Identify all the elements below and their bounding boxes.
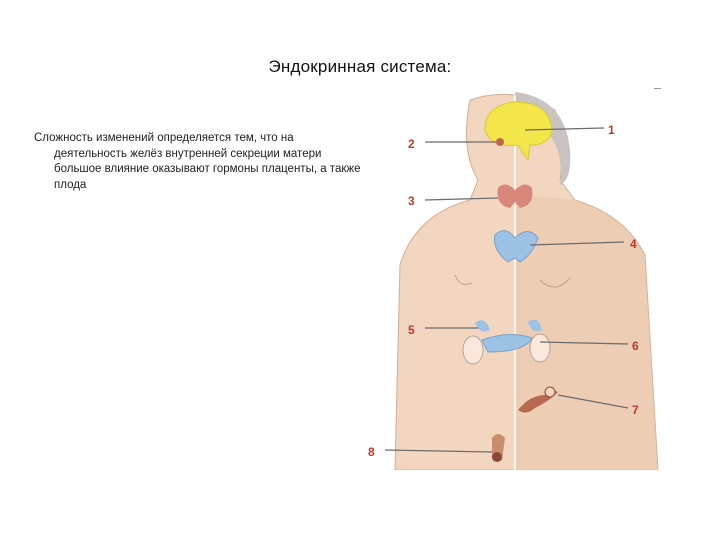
label-4: 4 <box>630 237 637 251</box>
kidney-left-icon <box>463 336 483 364</box>
endocrine-figure <box>360 90 660 470</box>
corner-mark <box>654 88 661 89</box>
label-3: 3 <box>408 194 415 208</box>
body-paragraph: Сложность изменений определяется тем, что на деятельность желёз внутренней секреции матери большое влияние оказывают гормоны плаценты, а также плода <box>34 132 361 191</box>
label-6: 6 <box>632 339 639 353</box>
label-8: 8 <box>368 445 375 459</box>
label-7: 7 <box>632 403 639 417</box>
testis-gland-icon <box>492 452 502 462</box>
label-5: 5 <box>408 323 415 337</box>
body-text <box>34 131 364 193</box>
kidney-right-icon <box>530 334 550 362</box>
label-1: 1 <box>608 123 615 137</box>
label-2: 2 <box>408 137 415 151</box>
slide-title: Эндокринная система: <box>268 57 452 76</box>
pituitary-icon <box>496 138 504 146</box>
endocrine-diagram-svg <box>360 90 660 470</box>
ovary-ring-icon <box>545 387 555 397</box>
